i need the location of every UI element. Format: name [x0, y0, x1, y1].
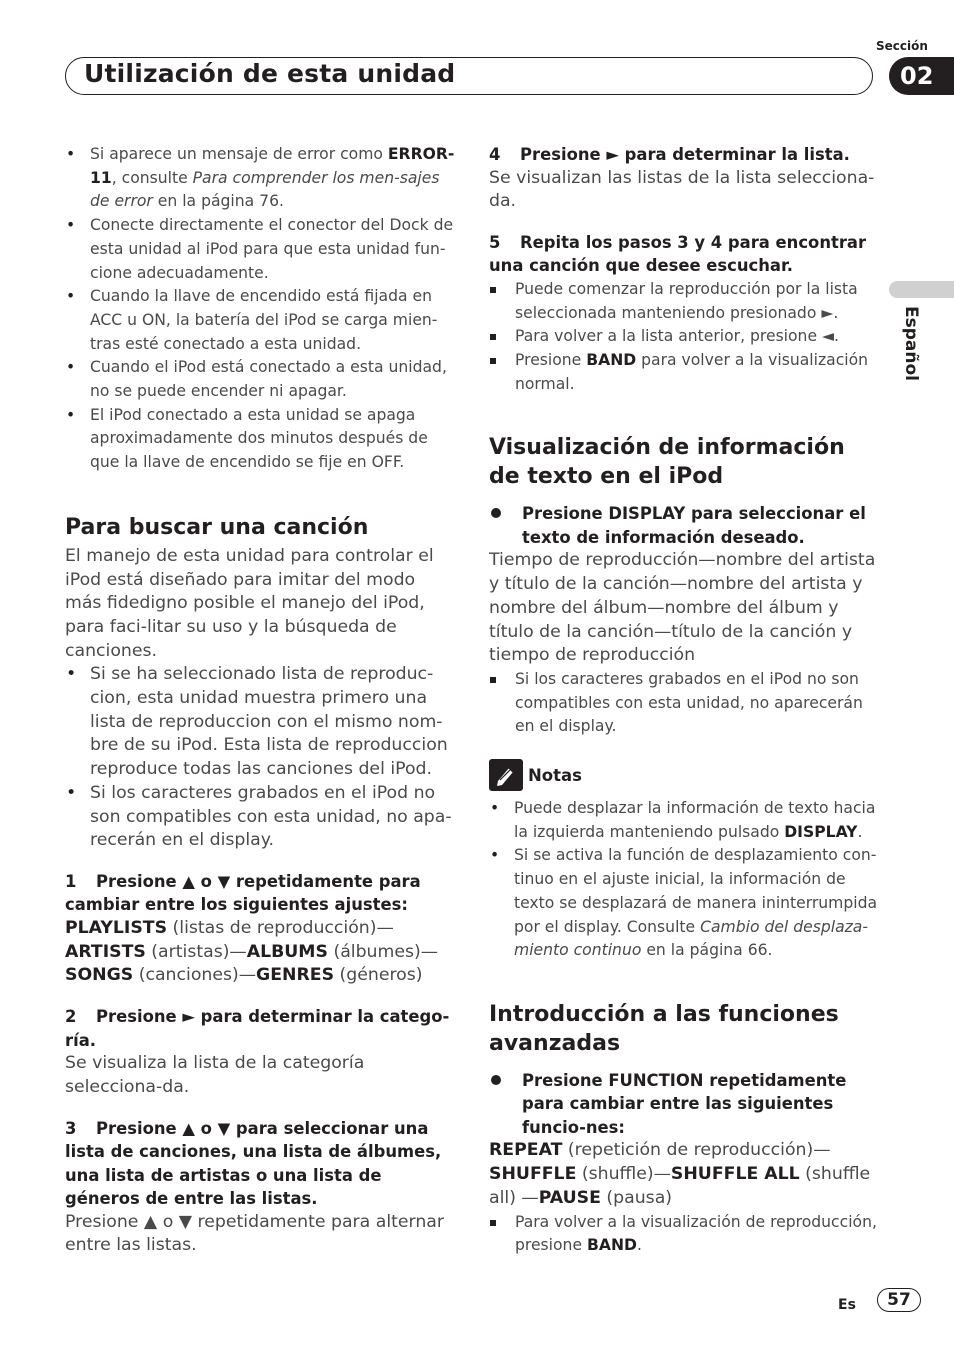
section-label: Sección: [876, 39, 928, 53]
list-item: Para volver a la visualización de reproducción, presione BAND.: [489, 1211, 879, 1258]
step-2-heading: 2 Presione ► para determinar la catego-ría.: [65, 1007, 450, 1050]
step-5-list: [489, 278, 879, 397]
language-label: Español: [901, 306, 921, 381]
list-item: Para volver a la lista anterior, presione ◄.: [489, 325, 879, 349]
right-column: [489, 143, 879, 1258]
list-item: • Si se ha seleccionado lista de reproduc-cion, esta unidad muestra primero una lista de reproduccion con el mismo nom-bre de su iPod. Esta lista de reproduccion reproduce todas las canciones del iPod.: [65, 663, 455, 782]
list-item: • El iPod conectado a esta unidad se apaga aproximadamente dos minutos después de que la llave de encendido se fije en OFF.: [65, 404, 455, 475]
function-note-list: [489, 1211, 879, 1258]
list-item: • Cuando la llave de encendido está fijada en ACC u ON, la batería del iPod se carga mien-tras esté conectado a esta unidad.: [65, 285, 455, 356]
list-item: Presione BAND para volver a la visualización normal.: [489, 349, 879, 396]
step-5-heading: 5 Repita los pasos 3 y 4 para encontrar una canción que desee escuchar.: [489, 232, 867, 276]
page-title: Utilización de esta unidad: [84, 59, 456, 88]
list-item: • Conecte directamente el conector del Dock de esta unidad al iPod para que esta unidad fun-cione adecuadamente.: [65, 214, 455, 285]
display-note-list: [489, 668, 879, 739]
list-item: • Si se activa la función de desplazamiento con-tinuo en el ajuste inicial, la información de texto se desplazará de manera ininterrumpida por el display. Consulte Cambio del desplaza-miento continuo en la página 66.: [489, 844, 879, 963]
search-bullet-list: [65, 663, 455, 853]
step-4-heading: 4 Presione ► para determinar la lista.: [489, 145, 850, 164]
list-item: • Puede desplazar la información de texto hacia la izquierda manteniendo pulsado DISPLAY.: [489, 797, 879, 844]
intro-paragraph: El manejo de esta unidad para controlar el iPod está diseñado para imitar del modo más fidedigno posible el manejo del iPod, para faci-litar su uso y la búsqueda de canciones.: [65, 545, 434, 661]
list-item: • Si aparece un mensaje de error como ERROR-11, consulte Para comprender los men-sajes de error en la página 76.: [65, 143, 455, 214]
step-1-heading: 1 Presione ▲ o ▼ repetidamente para cambiar entre los siguientes ajustes:: [65, 871, 421, 915]
list-item: • Si los caracteres grabados en el iPod no son compatibles con esta unidad, no apa-recerán en el display.: [65, 782, 455, 853]
pencil-note-icon: [489, 759, 523, 791]
step-4-body: Se visualizan las listas de la lista selecciona-da.: [489, 167, 875, 212]
list-item: Si los caracteres grabados en el iPod no son compatibles con esta unidad, no aparecerán en el display.: [489, 668, 879, 739]
language-code: Es: [838, 1297, 856, 1313]
section-number: 02: [889, 57, 954, 95]
notes-header: [489, 759, 879, 791]
language-tab: [889, 281, 954, 298]
display-instruction: Presione DISPLAY para seleccionar el texto de información deseado.: [489, 502, 879, 549]
step-3-heading: 3 Presione ▲ o ▼ para seleccionar una lista de canciones, una lista de álbumes, una lista de artistas o una lista de géneros de entre las listas.: [65, 1118, 442, 1208]
section-heading-buscar: Para buscar una canción: [65, 514, 369, 540]
notes-label: Notas: [528, 765, 582, 785]
section-heading-funciones: Introducción a las funciones avanzadas: [489, 1001, 839, 1056]
function-instruction: Presione FUNCTION repetidamente para cambiar entre las siguientes funcio-nes:: [489, 1069, 879, 1140]
intro-bullet-list: [65, 143, 455, 475]
section-heading-visualizacion: Visualización de información de texto en el iPod: [489, 435, 845, 490]
left-column: [65, 143, 455, 1258]
function-body: REPEAT (repetición de reproducción)—SHUFFLE (shuffle)—SHUFFLE ALL (shuffle all) —PAUSE (pausa): [489, 1140, 871, 1208]
list-item: • Cuando el iPod está conectado a esta unidad, no se puede encender ni apagar.: [65, 356, 455, 403]
step-1-body: PLAYLISTS (listas de reproducción)—ARTISTS (artistas)—ALBUMS (álbumes)—SONGS (canciones)—GENRES (géneros): [65, 917, 438, 986]
display-body: Tiempo de reproducción—nombre del artista y título de la canción—nombre del artista y nombre del álbum—nombre del álbum y título de la canción—título de la canción y tiempo de reproducción: [489, 550, 876, 666]
list-item: Puede comenzar la reproducción por la lista seleccionada manteniendo presionado ►.: [489, 278, 879, 325]
step-3-body: Presione ▲ o ▼ repetidamente para alternar entre las listas.: [65, 1211, 444, 1256]
step-2-body: Se visualiza la lista de la categoría selecciona-da.: [65, 1053, 365, 1097]
page-number: 57: [877, 1288, 921, 1312]
notes-list: [489, 797, 879, 963]
